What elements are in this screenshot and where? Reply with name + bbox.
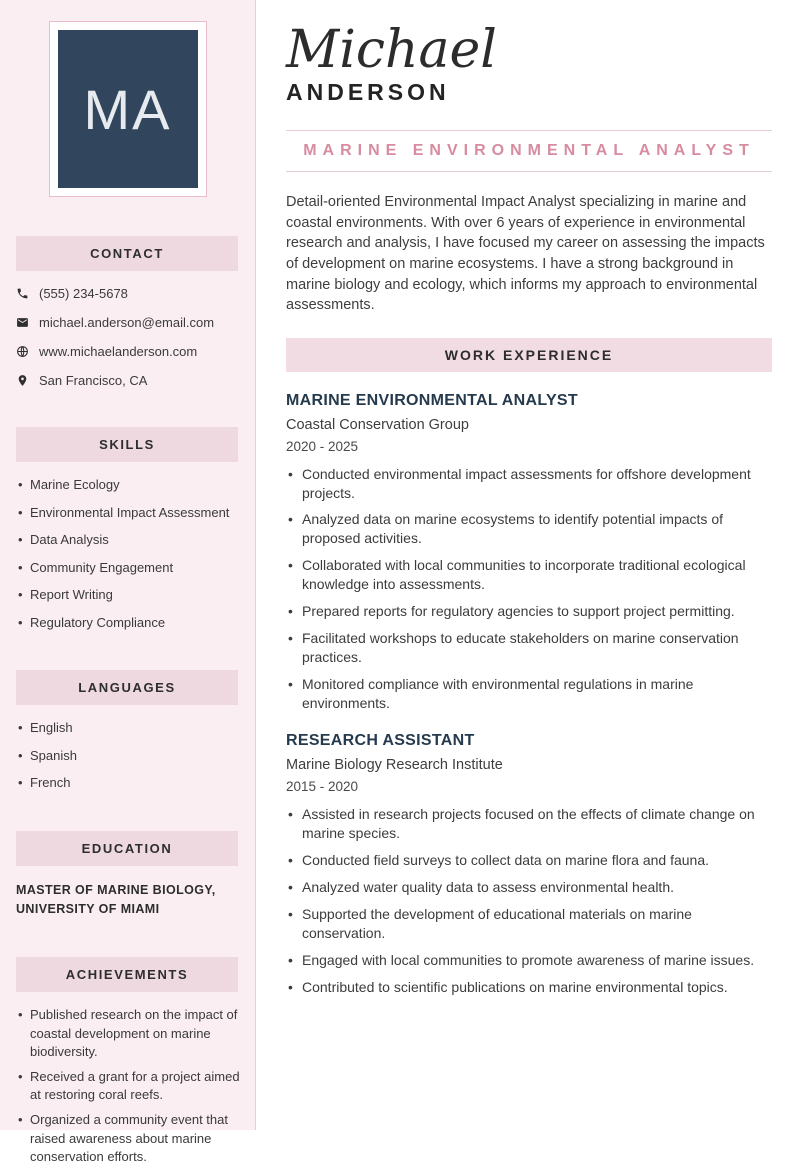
avatar-wrap <box>0 0 255 197</box>
job-company: Coastal Conservation Group <box>286 416 469 433</box>
job-bullet: • Prepared reports for regulatory agencies to support project permitting. <box>286 602 772 621</box>
job-title-band <box>286 130 772 172</box>
job-bullet: • Conducted field surveys to collect data on marine flora and fauna. <box>286 851 772 870</box>
achievement-item: • Received a grant for a project aimed at restoring coral reefs. <box>18 1068 241 1104</box>
avatar-initials: MA <box>83 77 172 141</box>
achievements-list <box>0 992 255 1166</box>
contact-email <box>16 315 241 330</box>
job-dates: 2015 - 2020 <box>286 779 359 795</box>
avatar <box>58 30 198 188</box>
profile-summary: Detail-oriented Environmental Impact Analyst specializing in marine and coastal environments. With over 6 years of experience in environmental research and analysis, I have focused my career on assessing the impacts of development on marine ecosystems. I have a strong background in marine biology and ecology, which informs my approach to environmental assessments. <box>286 194 765 314</box>
skills-list <box>0 462 255 631</box>
job-bullet: • Contributed to scientific publications on marine environmental topics. <box>286 978 772 997</box>
job-bullet: • Supported the development of educational materials on marine conservation. <box>286 905 772 943</box>
contact-website <box>16 344 241 359</box>
skill-item: • Community Engagement <box>18 559 241 577</box>
job-bullet: • Conducted environmental impact assessments for offshore development projects. <box>286 465 772 503</box>
education-degree: MASTER OF MARINE BIOLOGY, UNIVERSITY OF MIAMI <box>16 882 216 916</box>
email-icon <box>16 316 29 329</box>
job-entry <box>286 732 772 996</box>
languages-list <box>0 705 255 792</box>
job-bullet: • Monitored compliance with environmental regulations in marine environments. <box>286 675 772 713</box>
avatar-frame <box>49 21 207 197</box>
skill-item: • Regulatory Compliance <box>18 614 241 632</box>
sidebar <box>0 0 256 1164</box>
language-item: • English <box>18 719 241 737</box>
last-name: ANDERSON <box>286 79 450 106</box>
professional-title: MARINE ENVIRONMENTAL ANALYST <box>303 142 755 160</box>
job-title: MARINE ENVIRONMENTAL ANALYST <box>286 391 578 409</box>
job-bullet: • Engaged with local communities to promote awareness of marine issues. <box>286 951 772 970</box>
language-item: • French <box>18 774 241 792</box>
job-bullet: • Assisted in research projects focused on the effects of climate change on marine species. <box>286 805 772 843</box>
contact-location-text: San Francisco, CA <box>39 373 148 388</box>
job-bullet: • Facilitated workshops to educate stakeholders on marine conservation practices. <box>286 629 772 667</box>
job-bullets <box>286 465 772 713</box>
job-dates: 2020 - 2025 <box>286 438 359 454</box>
contact-phone-text: (555) 234-5678 <box>39 286 128 301</box>
achievement-item: • Published research on the impact of coastal development on marine biodiversity. <box>18 1006 241 1061</box>
skill-item: • Marine Ecology <box>18 476 241 494</box>
work-experience-heading: WORK EXPERIENCE <box>286 338 772 372</box>
job-company: Marine Biology Research Institute <box>286 757 503 774</box>
achievements-heading: ACHIEVEMENTS <box>16 957 238 992</box>
globe-icon <box>16 345 29 358</box>
languages-heading: LANGUAGES <box>16 670 238 705</box>
skill-item: • Environmental Impact Assessment <box>18 504 241 522</box>
job-entry <box>286 392 772 713</box>
education-heading: EDUCATION <box>16 831 238 866</box>
skill-item: • Report Writing <box>18 586 241 604</box>
job-title: RESEARCH ASSISTANT <box>286 732 475 750</box>
skills-heading: SKILLS <box>16 427 238 462</box>
phone-icon <box>16 287 29 300</box>
job-bullet: • Analyzed data on marine ecosystems to identify potential impacts of proposed activities. <box>286 510 772 548</box>
contact-website-text: www.michaelanderson.com <box>39 344 198 359</box>
contact-heading: CONTACT <box>16 236 238 271</box>
skill-item: • Data Analysis <box>18 531 241 549</box>
contact-phone <box>16 286 241 301</box>
language-item: • Spanish <box>18 747 241 765</box>
contact-location <box>16 373 241 388</box>
first-name: Michael <box>286 20 497 80</box>
contact-email-text: michael.anderson@email.com <box>39 315 215 330</box>
achievement-item: • Organized a community event that raised awareness about marine conservation efforts. <box>18 1111 241 1166</box>
location-pin-icon <box>16 374 29 387</box>
job-bullets <box>286 805 772 996</box>
main-content <box>256 0 800 1130</box>
contact-list <box>0 271 255 388</box>
job-bullet: • Analyzed water quality data to assess environmental health. <box>286 878 772 897</box>
job-bullet: • Collaborated with local communities to incorporate traditional ecological knowledge into assessments. <box>286 556 772 594</box>
